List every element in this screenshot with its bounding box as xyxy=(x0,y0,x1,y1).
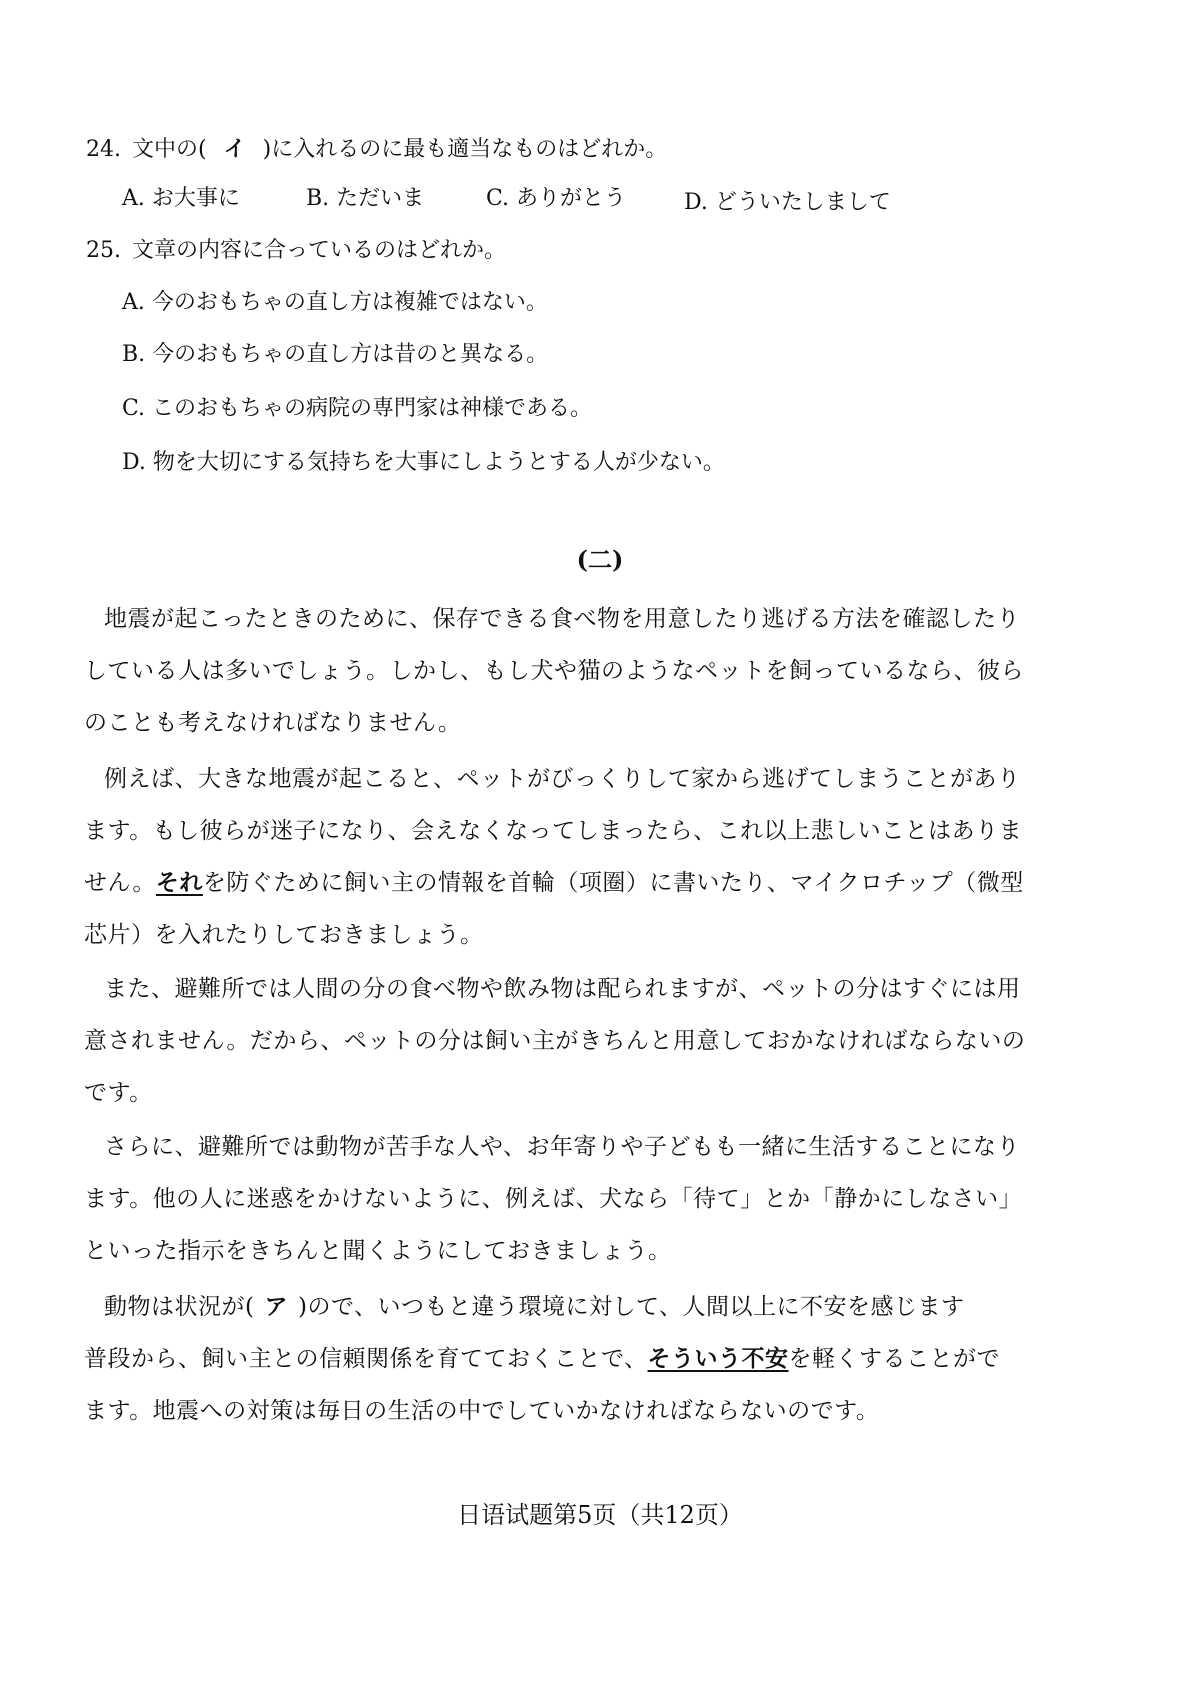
passage-line: です。 xyxy=(84,1080,153,1106)
section-title: (二) xyxy=(576,545,624,574)
option-text: 物を大切にする気持ちを大事にしようとする人が少ない。 xyxy=(152,450,725,475)
option-letter: B. xyxy=(122,342,146,367)
question-24-stem xyxy=(86,134,667,165)
underlined-phrase: そういう不安 xyxy=(647,1345,789,1372)
passage-line: さらに、避難所では動物が苦手な人や、お年寄りや子どもも一緒に生活することになり xyxy=(104,1134,1021,1160)
passage-line: ます。地震への対策は毎日の生活の中でしていかなければならないのです。 xyxy=(84,1398,880,1424)
option-text: 今のおもちゃの直し方は昔のと異なる。 xyxy=(152,342,549,367)
question-25-stem xyxy=(86,236,506,266)
option-24-c xyxy=(486,184,626,214)
passage-line: 意されません。だから、ペットの分は飼い主がきちんと用意しておかなければならないの xyxy=(84,1028,1026,1054)
passage-line: している人は多いでしょう。しかし、もし犬や猫のようなペットを飼っているなら、彼ら xyxy=(84,658,1024,684)
question-stem-before: 文中の( xyxy=(132,137,207,162)
option-text: どういたしまして xyxy=(714,190,891,215)
passage-text: を防ぐために飼い主の情報を首輪（项圈）に書いたり、マイクロチップ（微型 xyxy=(202,870,1024,896)
underlined-phrase: それ xyxy=(155,869,203,896)
option-letter: C. xyxy=(486,186,510,211)
option-letter: D. xyxy=(122,450,146,475)
option-letter: B. xyxy=(306,186,330,211)
option-letter: C. xyxy=(122,396,146,421)
option-text: 今のおもちゃの直し方は複雑ではない。 xyxy=(151,290,548,315)
option-24-b xyxy=(306,184,424,214)
option-text: お大事に xyxy=(151,186,240,211)
blank-marker: ア xyxy=(264,1293,288,1320)
passage-text: を軽くすることがで xyxy=(788,1346,1001,1372)
option-24-a xyxy=(122,184,240,214)
passage-line: また、避難所では人間の分の食べ物や飲み物は配られますが、ペットの分はすぐには用 xyxy=(104,976,1021,1002)
passage-text: 動物は状況が( xyxy=(104,1294,255,1320)
passage-line: 地震が起こったときのために、保存できる食べ物を用意したり逃げる方法を確認したり xyxy=(104,606,1021,632)
option-24-d xyxy=(684,188,891,218)
question-number: 24. xyxy=(86,137,121,162)
passage-line xyxy=(84,1344,1000,1374)
passage-line: のことも考えなければなりません。 xyxy=(84,710,462,736)
option-text: このおもちゃの病院の専門家は神様である。 xyxy=(152,396,593,421)
option-text: ありがとう xyxy=(516,186,627,211)
option-letter: A. xyxy=(122,186,145,211)
passage-text: )ので、いつもと違う環境に対して、人間以上に不安を感じます xyxy=(297,1294,965,1320)
passage-line xyxy=(84,868,1024,898)
option-letter: D. xyxy=(684,190,708,215)
passage-text: 普段から、飼い主との信頼関係を育てておくことで、 xyxy=(84,1346,648,1372)
blank-marker: イ xyxy=(223,136,246,162)
option-letter: A. xyxy=(122,290,145,315)
passage-line: といった指示をきちんと聞くようにしておきましょう。 xyxy=(84,1238,672,1264)
question-stem-after: )に入れるのに最も適当なものはどれか。 xyxy=(262,137,668,162)
passage-line: 例えば、大きな地震が起こると、ペットがびっくりして家から逃げてしまうことがあり xyxy=(104,766,1021,792)
question-stem: 文章の内容に合っているのはどれか。 xyxy=(132,238,507,263)
passage-line xyxy=(104,1292,965,1322)
option-25-c xyxy=(122,394,592,424)
passage-line: ます。もし彼らが迷子になり、会えなくなってしまったら、これ以上悲しいことはありま xyxy=(84,818,1023,844)
option-text: ただいま xyxy=(336,186,425,211)
question-number: 25. xyxy=(86,238,121,263)
option-25-a xyxy=(122,288,548,318)
passage-line: ます。他の人に迷惑をかけないように、例えば、犬なら「待て」とか「静かにしなさい」 xyxy=(84,1186,1023,1212)
option-25-b xyxy=(122,340,548,370)
page-footer: 日语试题第5页（共12页） xyxy=(457,1501,743,1529)
passage-text: せん。 xyxy=(84,870,156,896)
passage-line: 芯片）を入れたりしておきましょう。 xyxy=(84,922,484,948)
option-25-d xyxy=(122,448,725,478)
